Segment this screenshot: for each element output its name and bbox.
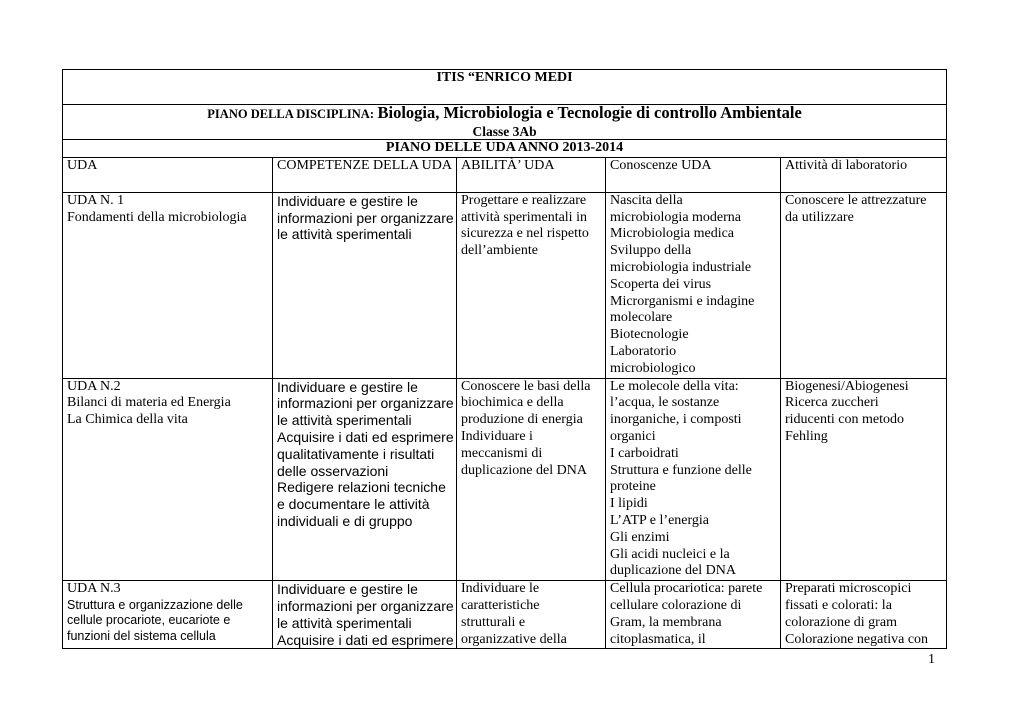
table-row <box>63 192 947 378</box>
cell-line: Acquisire i dati ed esprimere <box>277 428 454 445</box>
cell-line: le attività sperimentali <box>277 412 412 429</box>
cell-line: Conoscere le attrezzature <box>785 192 927 208</box>
cell-line: Individuare le <box>461 581 540 597</box>
table-row <box>63 378 947 581</box>
cell-line: Conoscere le basi della <box>461 378 591 394</box>
plan-title: PIANO DELLE UDA ANNO 2013-2014 <box>63 140 947 158</box>
conoscenze-cell <box>606 581 781 649</box>
cell-line: produzione di energia <box>461 412 583 428</box>
cell-line: delle osservazioni <box>277 462 389 479</box>
cell-line: Gli enzimi <box>610 529 670 545</box>
cell-line: Redigere relazioni tecniche <box>277 479 446 496</box>
laboratorio-cell <box>781 581 947 649</box>
cell-line: meccanismi di <box>461 445 543 461</box>
abilita-cell <box>457 192 606 378</box>
conoscenze-cell <box>606 192 781 378</box>
school-title-row <box>63 70 947 105</box>
cell-line: duplicazione del DNA <box>610 563 736 579</box>
cell-line: strutturali e <box>461 614 526 630</box>
cell-line: qualitativamente i risultati <box>277 445 435 462</box>
cell-line: sicurezza e nel rispetto <box>461 226 589 242</box>
cell-line: Ricerca zuccheri <box>785 395 879 411</box>
discipline-prefix: PIANO DELLA DISCIPLINA: <box>207 107 374 121</box>
cell-line: le attività sperimentali <box>277 614 412 631</box>
cell-line: dell’ambiente <box>461 243 538 259</box>
cell-line: colorazione di gram <box>785 614 897 630</box>
cell-line: Individuare e gestire le <box>277 581 418 598</box>
competenze-cell <box>273 192 457 378</box>
cell-line: Biotecnologie <box>610 327 689 343</box>
cell-line: riducenti con metodo <box>785 412 904 428</box>
cell-line: molecolare <box>610 310 673 326</box>
cell-line: informazioni per organizzare <box>277 395 454 412</box>
cell-line: Struttura e organizzazione delle <box>67 597 243 612</box>
cell-line: le attività sperimentali <box>277 226 412 243</box>
cell-line: Acquisire i dati ed esprimere <box>277 631 454 648</box>
cell-line: funzioni del sistema cellula <box>67 628 216 643</box>
cell-line: organici <box>610 428 656 444</box>
uda-cell <box>63 581 273 649</box>
uda-description <box>67 598 268 644</box>
cell-line: Gli acidi nucleici e la <box>610 546 730 562</box>
uda-title <box>67 581 268 598</box>
cell-line: Individuare e gestire le <box>277 378 418 395</box>
cell-line: I lipidi <box>610 496 648 512</box>
conoscenze-cell <box>606 378 781 581</box>
table-row <box>63 581 947 649</box>
cell-line: caratteristiche <box>461 597 540 613</box>
cell-line: fissati e colorati: la <box>785 597 892 613</box>
header-laboratorio: Attività di laboratorio <box>781 157 947 192</box>
laboratorio-cell <box>781 192 947 378</box>
cell-line: Gram, la membrana <box>610 614 722 630</box>
cell-line: Individuare i <box>461 428 533 444</box>
header-row <box>63 157 947 192</box>
cell-line: da utilizzare <box>785 209 854 225</box>
cell-line: Microbiologia medica <box>610 226 735 242</box>
cell-line: Preparati microscopici <box>785 581 912 597</box>
header-conoscenze: Conoscenze UDA <box>606 157 781 192</box>
cell-line: microbiologico <box>610 360 696 376</box>
cell-line: informazioni per organizzare <box>277 597 454 614</box>
cell-line: e documentare le attività <box>277 496 430 513</box>
discipline-name: Biologia, Microbiologia e Tecnologie di controllo Ambientale <box>377 104 802 122</box>
cell-line: Le molecole della vita: <box>610 378 739 394</box>
cell-line: informazioni per organizzare <box>277 209 454 226</box>
cell-line: Fehling <box>785 428 828 444</box>
cell-line: duplicazione del DNA <box>461 462 587 478</box>
header-abilita: ABILITÀ’ UDA <box>457 157 606 192</box>
school-title: ITIS “ENRICO MEDI <box>63 70 947 105</box>
cell-line: Biogenesi/Abiogenesi <box>785 378 909 394</box>
cell-line: UDA N.2 <box>67 378 121 394</box>
abilita-cell <box>457 581 606 649</box>
discipline-cell <box>63 105 947 140</box>
cell-line: Colorazione negativa con <box>785 631 929 647</box>
cell-line: individuali e di gruppo <box>277 512 413 529</box>
cell-line: organizzative della <box>461 631 567 647</box>
cell-line: Progettare e realizzare <box>461 192 587 208</box>
class-label: Classe 3Ab <box>472 123 537 139</box>
cell-line: Bilanci di materia ed Energia <box>67 395 231 411</box>
cell-line: L’ATP e l’energia <box>610 512 710 528</box>
discipline-row <box>63 105 947 140</box>
cell-line: Scoperta dei virus <box>610 276 712 292</box>
competenze-cell <box>273 581 457 649</box>
header-uda: UDA <box>63 157 273 192</box>
cell-line: biochimica e della <box>461 395 564 411</box>
cell-line: Microrganismi e indagine <box>610 293 755 309</box>
cell-line: Laboratorio <box>610 343 677 359</box>
cell-line: La Chimica della vita <box>67 412 188 428</box>
cell-line: attività sperimentali in <box>461 209 587 225</box>
cell-line: microbiologia moderna <box>610 209 742 225</box>
uda-plan-table <box>62 69 947 649</box>
cell-line: cellule procariote, eucariote e <box>67 613 231 628</box>
cell-line: I carboidrati <box>610 445 679 461</box>
cell-line: proteine <box>610 479 656 495</box>
cell-line: Individuare e gestire le <box>277 192 418 209</box>
cell-line: Nascita della <box>610 192 683 208</box>
cell-line: microbiologia industriale <box>610 259 752 275</box>
uda-cell <box>63 378 273 581</box>
cell-line: Fondamenti della microbiologia <box>67 209 247 225</box>
cell-line: inorganiche, i composti <box>610 412 742 428</box>
page-number: 1 <box>928 652 935 667</box>
abilita-cell <box>457 378 606 581</box>
cell-line: Cellula procariotica: parete <box>610 581 763 597</box>
cell-line: l’acqua, le sostanze <box>610 395 720 411</box>
competenze-cell <box>273 378 457 581</box>
uda-cell <box>63 192 273 378</box>
cell-line: cellulare colorazione di <box>610 597 742 613</box>
cell-line: Struttura e funzione delle <box>610 462 752 478</box>
cell-line: Sviluppo della <box>610 243 692 259</box>
cell-line: UDA N.3 <box>67 581 121 597</box>
cell-line: UDA N. 1 <box>67 192 125 208</box>
header-competenze: COMPETENZE DELLA UDA <box>273 157 457 192</box>
cell-line: citoplasmatica, il <box>610 631 706 647</box>
laboratorio-cell <box>781 378 947 581</box>
plan-title-row <box>63 140 947 158</box>
